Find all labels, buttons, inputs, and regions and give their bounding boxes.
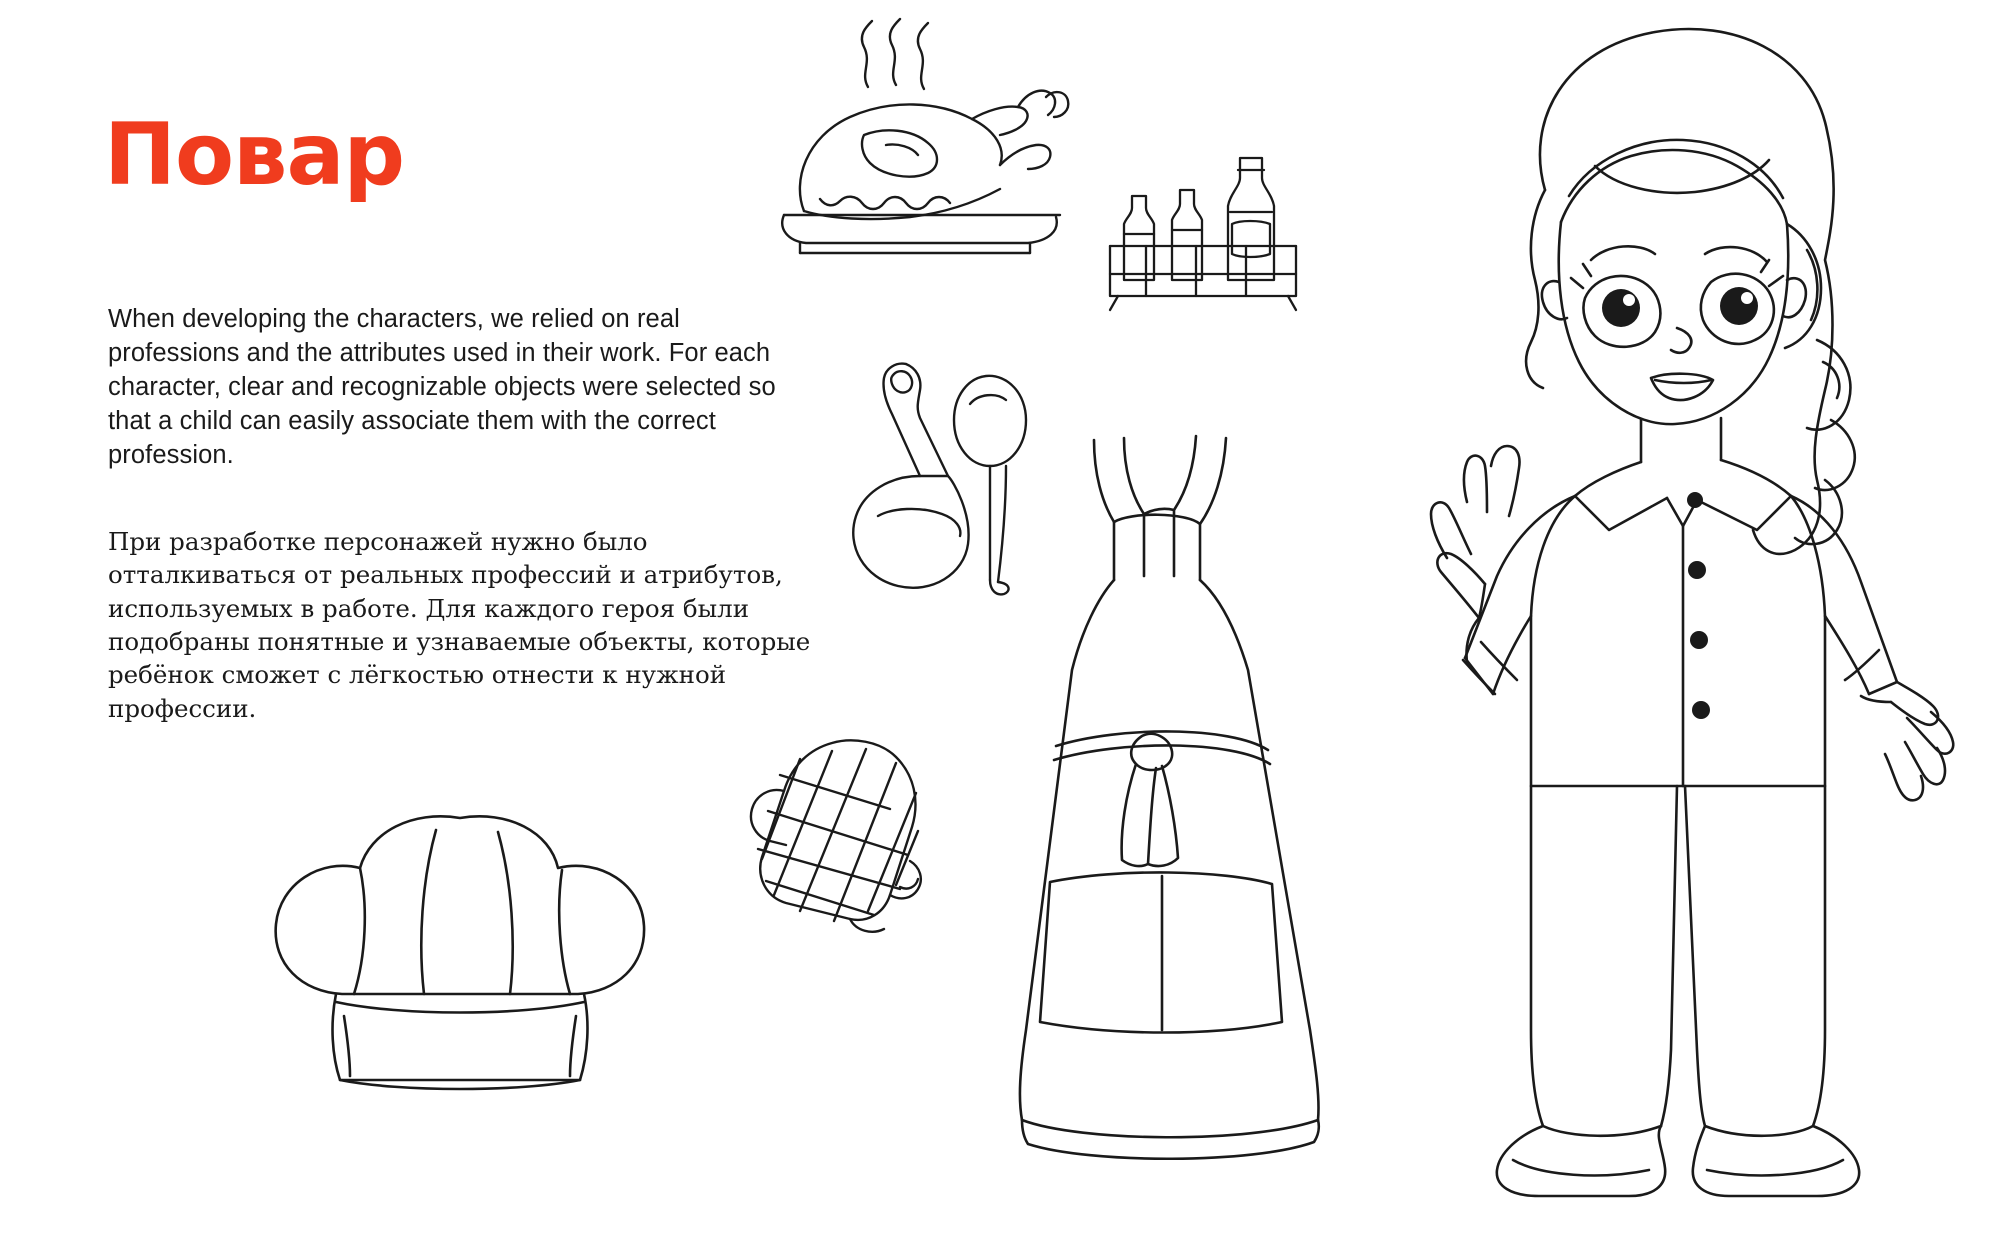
- chef-hat-illustration: [240, 810, 680, 1110]
- description-english: [108, 303, 808, 473]
- description-russian-text: При разработке персонажей нужно было отталкиваться от реальных профессий и атрибутов, используемых в работе. Для каждого героя были подобраны понятные и узнаваемые объекты, которые ребёнок сможет с лёгкостью отнести к нужной профессии.: [108, 527, 811, 723]
- chef-character-illustration: [1355, 10, 1975, 1220]
- oil-bottles-illustration: [1100, 150, 1320, 310]
- roast-turkey-illustration: [760, 15, 1090, 265]
- page-title: Повар: [104, 105, 405, 205]
- oven-mitt-illustration: [740, 735, 970, 955]
- description-russian: [108, 525, 818, 725]
- description-english-text: When developing the characters, we relied on real professions and the attributes used in their work. For each character, clear and recognizable objects were selected so that a child can easily associate them with the correct profession.: [108, 305, 776, 469]
